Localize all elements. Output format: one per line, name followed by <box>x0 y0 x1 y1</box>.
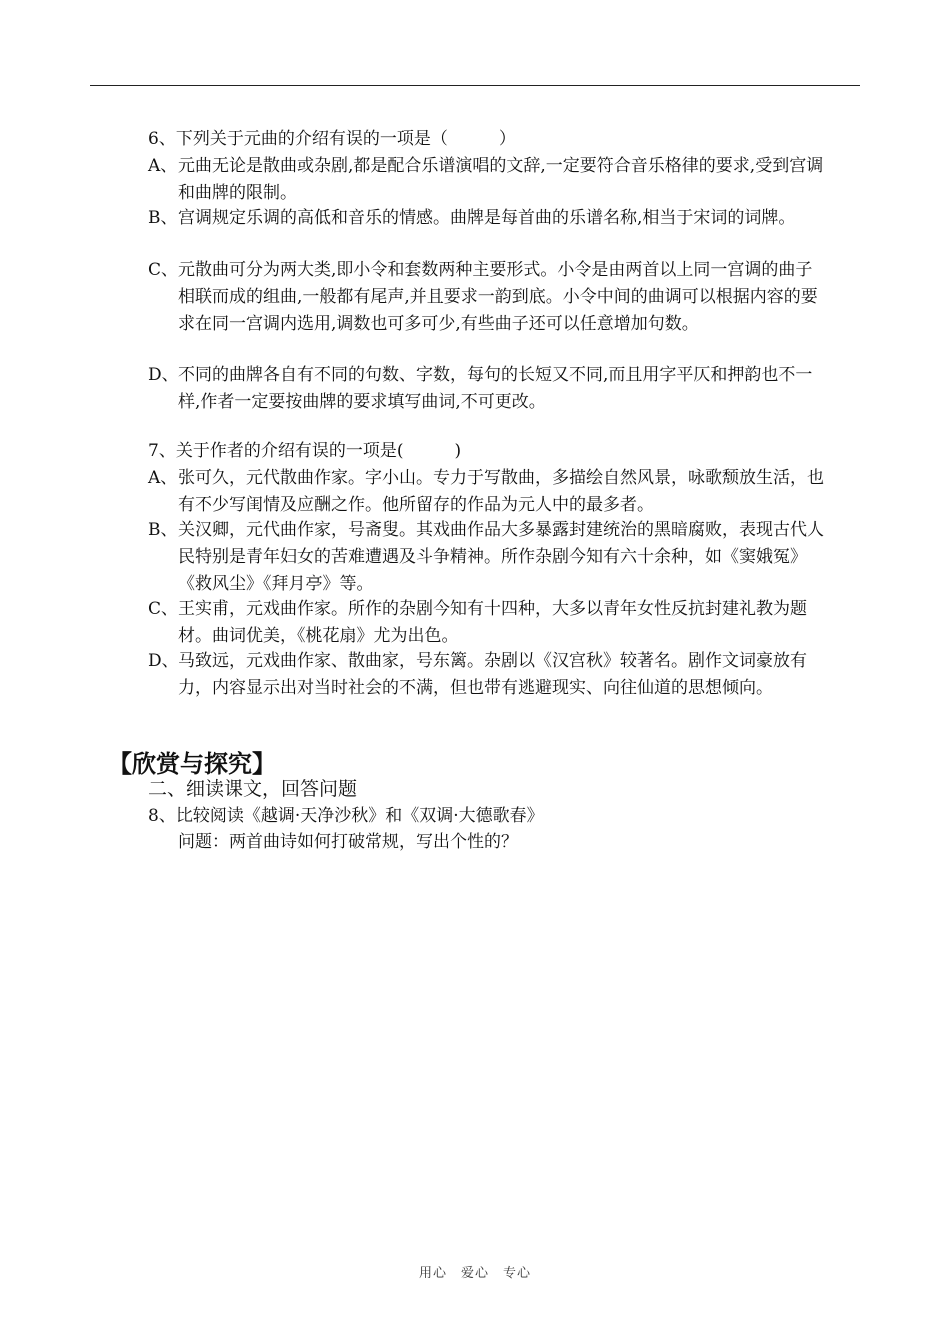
question-6-option-c <box>148 257 828 338</box>
option-letter: B、 <box>148 520 178 540</box>
option-letter: D、 <box>148 365 179 385</box>
question-7-option-c <box>148 596 828 650</box>
option-letter: B、 <box>148 208 178 228</box>
option-letter: C、 <box>148 260 179 280</box>
option-letter: A、 <box>148 468 178 488</box>
question-6-option-d <box>148 362 828 416</box>
question-6-title: 6、下列关于元曲的介绍有误的一项是（ ） <box>148 129 516 149</box>
question-7-option-a <box>148 465 828 519</box>
question-7-option-b <box>148 517 828 598</box>
option-text: 关汉卿，元代曲作家，号斋叟。其戏曲作品大多暴露封建统治的黑暗腐败，表现古代人民特别是青年妇女的苦难遭遇及斗争精神。所作杂剧今知有六十余种，如《窦娥冤》《救风尘》《拜月亭》等。 <box>178 520 824 594</box>
option-text: 元曲无论是散曲或杂剧,都是配合乐谱演唱的文辞,一定要符合音乐格律的要求,受到宫调和曲牌的限制。 <box>178 156 824 203</box>
option-text: 马致远，元戏曲作家、散曲家，号东篱。杂剧以《汉宫秋》较著名。剧作文词豪放有力，内容显示出对当时社会的不满，但也带有逃避现实、向往仙道的思想倾向。 <box>178 651 807 698</box>
page-footer: 用心 爱心 专心 <box>418 1266 531 1281</box>
header-rule <box>90 85 860 86</box>
option-letter: C、 <box>148 599 179 619</box>
question-8-title: 8、比较阅读《越调·天净沙秋》和《双调·大德歌春》 <box>148 806 544 826</box>
option-text: 元散曲可分为两大类,即小令和套数两种主要形式。小令是由两首以上同一宫调的曲子相联而成的组曲,一般都有尾声,并且要求一韵到底。小令中间的曲调可以根据内容的要求在同一宫调内选用,调数也可多可少,有些曲子还可以任意增加句数。 <box>178 260 818 334</box>
section-heading: 【欣赏与探究】 <box>108 749 276 778</box>
question-7-option-d <box>148 648 828 702</box>
option-text: 张可久，元代散曲作家。字小山。专力于写散曲，多描绘自然风景，咏歌颓放生活，也有不少写闺情及应酬之作。他所留存的作品为元人中的最多者。 <box>178 468 824 515</box>
option-text: 不同的曲牌各自有不同的句数、字数，每句的长短又不同,而且用字平仄和押韵也不一样,作者一定要按曲牌的要求填写曲词,不可更改。 <box>178 365 813 412</box>
option-text: 王实甫，元戏曲作家。所作的杂剧今知有十四种，大多以青年女性反抗封建礼教为题材。曲词优美，《桃花扇》尤为出色。 <box>178 599 807 646</box>
question-6-option-a <box>148 153 828 207</box>
question-7-title: 7、关于作者的介绍有误的一项是( ) <box>148 441 462 461</box>
option-letter: D、 <box>148 651 179 671</box>
section-subheading: 二、细读课文，回答问题 <box>148 778 358 800</box>
option-letter: A、 <box>148 156 178 176</box>
question-8-prompt: 问题：两首曲诗如何打破常规，写出个性的？ <box>178 832 518 852</box>
option-text: 宫调规定乐调的高低和音乐的情感。曲牌是每首曲的乐谱名称,相当于宋词的词牌。 <box>178 208 796 228</box>
question-6-option-b <box>148 205 828 232</box>
